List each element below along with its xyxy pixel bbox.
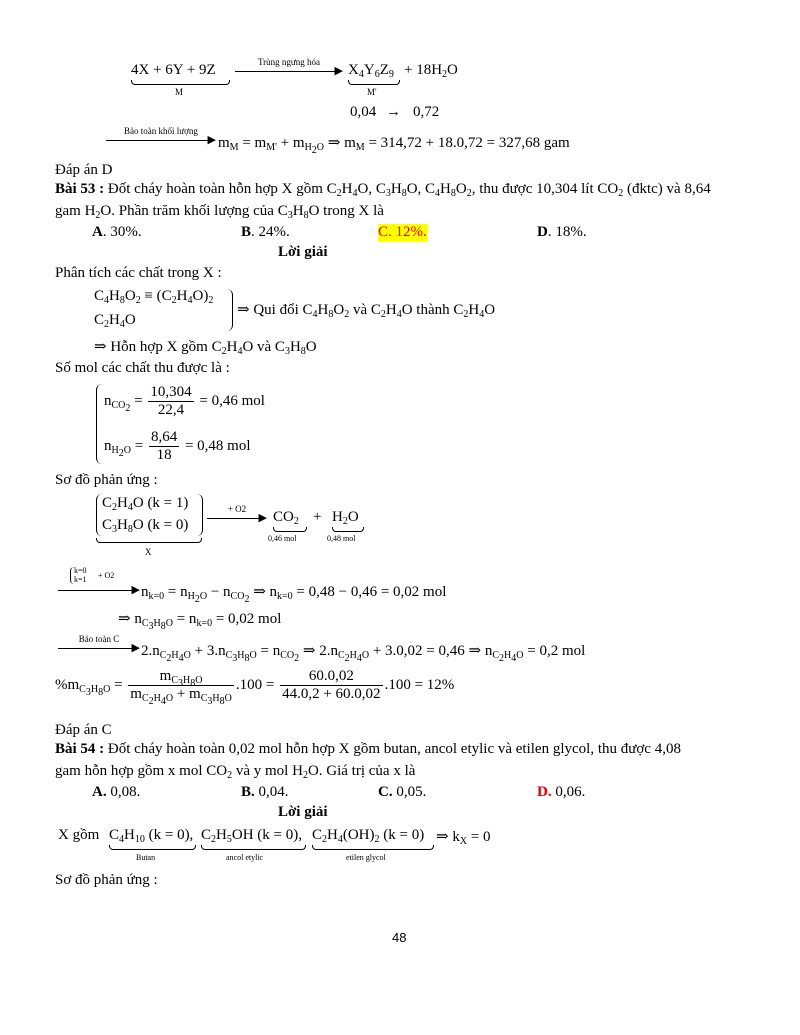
b53-analysis-result: ⇒ Qui đổi $C_4H_8O_2$ và $C_2H_4O$ thành $C_2H_4O$ [237,302,496,320]
b54-kx: ⇒ $k_X = 0$ [436,829,491,847]
b54-question-line1: Bài 54 : Đốt cháy hoàn toàn 0,02 mol hỗn hợp X gồm butan, ancol etylic và etilen glycol, thu được 4,08 [55,741,681,757]
answer-c: Đáp án C [55,722,112,738]
b53-analysis-brace [226,289,233,331]
b53-react2: $C_3H_8O$ (k = 0) [102,517,189,535]
b53-prod-plus: + [313,509,322,525]
b54-c1-brace [109,845,196,850]
b53-c3h8o-eq: ⇒ $n_{C_3H_8O} = n_{k=0} = 0,02$ mol [118,611,282,632]
b53-analysis-r1: $C_4H_8O_2 \equiv (C_2H_4O)_2$ [94,288,214,306]
b53-option-d: D. 18%. [537,224,587,240]
eq1-mol-product: 0,04 [350,104,377,120]
b53-prod-co2: $CO_2$ [273,509,299,527]
b53-k-arrow: ▶ [58,576,140,596]
b53-prod-h2o: $H_2O$ [332,509,359,527]
b53-c-arrow-label: Bảo toàn C [78,634,120,644]
b54-c3: $C_2H_4(OH)_2$ (k = 0) [312,827,425,845]
eq1-lhs: 4X + 6Y + 9Z [131,62,216,78]
b53-moles-title: Số mol các chất thu được là : [55,360,230,376]
b54-c2: $C_2H_5OH$ (k = 0), [201,827,302,845]
b53-k-label2: k=1 [74,575,87,584]
b53-analysis-r2: $C_2H_4O$ [94,312,136,330]
eq1-lhs-label: M [175,87,184,97]
b53-k-label3: + O2 [98,571,115,580]
b53-react-underbrace [96,538,202,543]
eq1-arrow: Trùng ngưng hóa ▶ [235,57,343,77]
b54-question-line2: gam hỗn hợp gồm x mol $CO_2$ và y mol $H_2O$. Giá trị của x là [55,763,416,781]
b53-react-brace-right [197,494,203,536]
b54-c1: $C_4H_{10}$ (k = 0), [109,827,194,845]
page-number: 48 [392,930,407,945]
b53-k-eq: $n_{k=0} = n_{H_2O} - n_{CO_2}$ ⇒ $n_{k=0} = 0,48 - 0,46 = 0,02$ mol [141,584,447,605]
b54-x-gom: X gồm [58,827,100,843]
b53-n-h2o: $n_{H_2O}$ = $\frac{8,64}{18}$ = 0,48 mol [104,429,251,463]
b53-prod-co2-mol: 0,46 mol [268,534,297,543]
b53-mixture: ⇒ Hỗn hợp X gồm $C_2H_4O$ và $C_3H_8O$ [94,339,317,357]
b53-prod-h2o-mol: 0,48 mol [327,534,356,543]
b54-scheme-title: Sơ đồ phản ứng : [55,872,158,888]
b53-question-line1: Bài 53 : Đốt cháy hoàn toàn hỗn hợp X gồm $C_2H_4O$, $C_3H_8O$, $C_4H_8O_2$, thu được 10,304 lít $CO_2$ (đktc) và 8,64 [55,181,711,199]
b53-prod-co2-brace [273,527,307,532]
b53-option-c: C. 12%. [378,224,427,240]
eq1-water: + $18H_2O$ [404,62,458,80]
b53-prod-h2o-brace [332,527,364,532]
b54-c3-brace [312,845,434,850]
b53-option-b: B. 24%. [241,224,290,240]
eq1-product-label: M' [367,87,377,97]
b54-option-d: D. 0,06. [537,784,586,800]
b53-analysis: Phân tích các chất trong X : [55,265,222,281]
answer-d: Đáp án D [55,162,113,178]
eq1-product: $X_4Y_6Z_9$ [348,62,394,80]
b53-react-label: X [145,547,152,557]
b53-c-eq: $2.n_{C_2H_4O} + 3.n_{C_3H_8O} = n_{CO_2}$ ⇒ $2.n_{C_2H_4O} + 3.0,02 = 0,46$ ⇒ $n_{C_2H_4O} = 0,2$ mol [141,643,586,664]
eq1-lhs-brace [131,80,230,85]
b53-question-line2: gam $H_2O$. Phần trăm khối lượng của $C_3H_8O$ trong X là [55,203,384,221]
b53-n-co2: $n_{CO_2}$ = $\frac{10,304}{22,4}$ = 0,46 mol [104,384,265,418]
eq2-arrow-label: Bảo toàn khối lượng [124,126,198,136]
eq2-text: $m_M = m_{M'} + m_{H_2O}$ ⇒ $m_M = 314,72 + 18.0,72 = 327,68$ gam [218,135,570,156]
b53-solution-title: Lời giải [278,244,328,260]
eq1-mol-water: 0,72 [413,104,440,120]
b54-c3-label: etilen glycol [346,853,386,862]
b54-solution-title: Lời giải [278,804,328,820]
b53-moles-brace [96,384,103,464]
b53-option-a: A. 30%. [92,224,142,240]
b53-pct: $\%m_{C_3H_8O}$ = $\frac{m_{C_3H_8O}}{m_{C_2H_4O} + m_{C_3H_8O}}$ .100 = $\frac{60.0,02}{44.0,2 + 60.0,02}$ .100 = 12% [55,668,455,707]
b54-c2-brace [201,845,306,850]
b54-c2-label: ancol etylic [226,853,264,862]
b54-option-c: C. 0,05. [378,784,427,800]
eq2-arrow: Bảo toàn khối lượng ▶ [106,126,216,146]
b53-arrow-o2-label: + O2 [227,504,247,514]
eq1-mol-arrow: → [386,104,401,120]
b53-c-arrow: Bảo toàn C ▶ [58,634,140,654]
eq1-product-brace [348,80,400,85]
b54-option-b: B. 0,04. [241,784,289,800]
b53-arrow-o2: + O2 ▶ [207,504,267,524]
b54-c1-label: Butan [136,853,156,862]
b53-k-label1: k=0 [74,566,87,575]
eq1-arrow-label: Trùng ngưng hóa [257,57,321,67]
b54-option-a: A. 0,08. [92,784,141,800]
b53-scheme-title: Sơ đồ phản ứng : [55,472,158,488]
b53-react1: $C_2H_4O$ (k = 1) [102,495,189,513]
